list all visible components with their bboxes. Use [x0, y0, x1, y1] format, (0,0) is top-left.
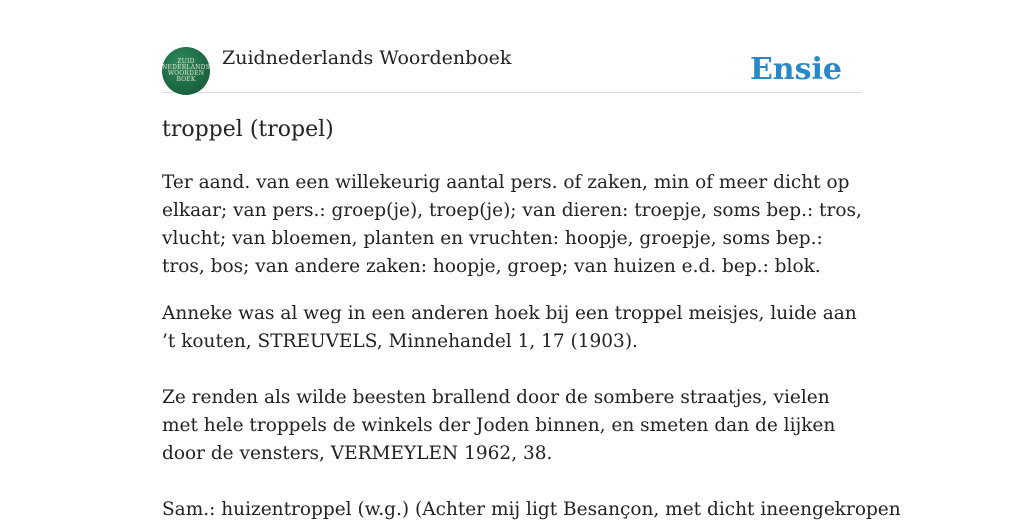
example-quote: Ze renden als wilde beesten brallend door de sombere straatjes, vielen met hele troppels de winkels der Joden binnen, en smeten dan de lijken door de vensters, VERMEYLEN 1962, 38. [162, 387, 836, 464]
page [162, 0, 901, 520]
logo-text-line: NEDERLANDS [162, 64, 210, 71]
entry-title: troppel (tropel) [162, 117, 334, 142]
dictionary-name-link[interactable]: Zuidnederlands Woordenboek [222, 47, 512, 69]
site-logo[interactable] [162, 47, 210, 95]
definition-paragraph: Ter aand. van een willekeurig aantal pers. of zaken, min of meer dicht op elkaar; van pers.: groep(je), troep(je); van dieren: troepje, soms bep.: tros, vlucht; van bloemen, planten en vruchten: hoopje, groepje, soms bep.: tros, bos; van andere zaken: hoopje, groep; van huizen e.d. bep.: blok. [162, 172, 862, 277]
logo-text-line: BOEK [176, 76, 196, 83]
compound-paragraph: Sam.: huizentroppel (w.g.) (Achter mij ligt Besançon, met dicht ineengekropen [162, 499, 901, 520]
site-header [162, 0, 862, 93]
logo-text-line: WOORDEN [167, 70, 205, 77]
ensie-brand-link[interactable]: Ensie [749, 52, 842, 87]
example-quote: Anneke was al weg in een anderen hoek bij een troppel meisjes, luide aan ’t kouten, STREUVELS, Minnehandel 1, 17 (1903). [162, 303, 857, 352]
logo-text-line: ZUID [177, 58, 195, 65]
